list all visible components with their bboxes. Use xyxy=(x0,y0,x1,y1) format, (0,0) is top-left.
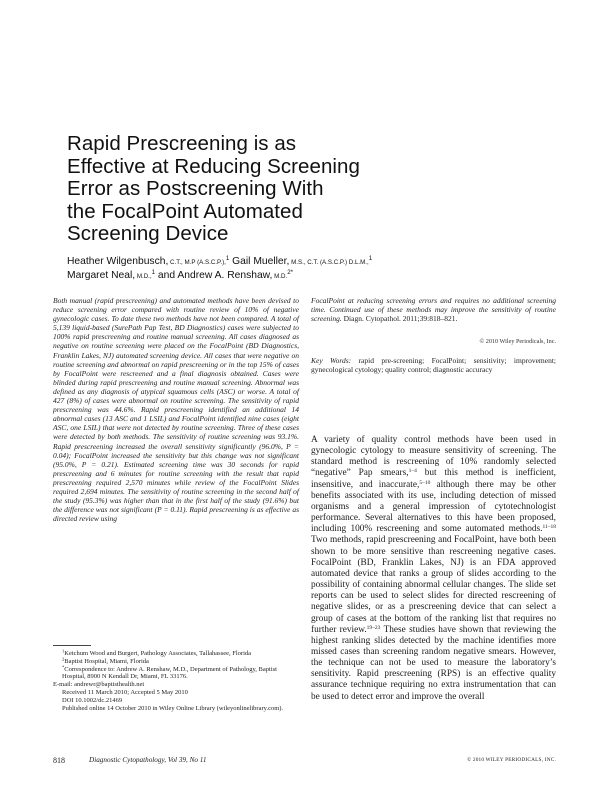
author-name: Margaret Neal, xyxy=(67,269,136,281)
footnote-email[interactable]: E-mail: andrewr@baptisthealth.net xyxy=(53,681,145,689)
abstract-continued-text: FocalPoint at reducing screening errors and requires no additional screening time. Continued use of these methods may improve the sensitivity of routine screening. xyxy=(311,296,556,324)
affiliation-marker: 1 xyxy=(151,268,156,276)
footnotes xyxy=(53,650,299,712)
reference-marker[interactable]: 11–18 xyxy=(542,524,556,531)
author-list xyxy=(67,256,547,283)
author-degree: C.T., M.P (A.S.C.P.), xyxy=(168,259,226,266)
body-segment: although there may be other benefits associated with its use, including detection of missed organisms and a general impression of cytotechnologist performance. Several alternatives to this have been proposed, including 100% rescreening and some automated methods. xyxy=(311,479,556,535)
footnote-marker: 1 xyxy=(62,648,65,654)
body-segment: Two methods, rapid prescreening and FocalPoint, have both been shown to be more sensitive than rescreening negative cases. FocalPoint (BD, Franklin Lakes, NJ) is an FDA approved automated device that ranks a group of slides according to the possibility of containing abnormal cellular changes. The slide set reports can be used to select slides for directed rescreening of negative slides, or as a prescreening device that can select a group of cases at the bottom of the ranking list that requires no further review. xyxy=(311,535,556,635)
author-name: Heather Wilgenbusch, xyxy=(67,256,169,267)
body-segment: A variety of quality control methods have been used in gynecologic cytology to measure sensitivity of screening. The standard method is rescreening of 10% randomly selected “negative” Pap smears, xyxy=(311,435,556,479)
title-line: Error as Postscreening With xyxy=(67,177,324,200)
footnote-divider xyxy=(53,645,91,646)
publisher-notice: © 2010 WILEY PERIODICALS, INC. xyxy=(467,757,556,763)
footnote-marker: * xyxy=(62,664,65,670)
author-degree: M.S., C.T. (A.S.C.P.) D.L.M., xyxy=(289,259,369,266)
footnote-affiliation-1 xyxy=(53,650,299,658)
affiliation-marker: 1 xyxy=(225,255,230,262)
keywords-label: Key Words: xyxy=(311,356,352,365)
affiliation-marker: 1 xyxy=(368,255,373,262)
footnote-text: Correspondence to: Andrew A. Renshaw, M.D., Department of Pathology, Baptist Hospital, 8900 N Kendall Dr, Miami, FL 33176. xyxy=(62,665,277,681)
footnote-published: Published online 14 October 2010 in Wiley Online Library (wileyonlinelibrary.com). xyxy=(62,704,284,712)
keywords-text: rapid pre-screening; FocalPoint; sensitivity; improvement; gynecological cytology; quality control; diagnostic accuracy xyxy=(311,356,556,375)
reference-marker[interactable]: 1–4 xyxy=(408,468,417,475)
footnote-affiliation-2 xyxy=(53,658,299,666)
title-line: Effective at Reducing Screening xyxy=(67,154,360,178)
author-degree: M.D., xyxy=(135,272,152,280)
author-name: and Andrew A. Renshaw, xyxy=(155,269,273,281)
body-segment: but this method is inefficient, insensitive, and inaccurate, xyxy=(311,468,556,490)
title-line: Rapid Prescreening is as xyxy=(67,132,297,155)
footnote-doi: DOI 10.1002/dc.21469 xyxy=(62,696,123,704)
article-title xyxy=(67,133,547,246)
abstract-continued xyxy=(311,296,556,323)
reference-marker[interactable]: 19–23 xyxy=(366,624,381,631)
footnote-text: Baptist Hospital, Miami, Florida xyxy=(64,657,149,665)
footnote-marker: 2 xyxy=(62,656,65,662)
title-line: the FocalPoint Automated xyxy=(67,199,303,223)
reference-marker[interactable]: 5–10 xyxy=(419,479,431,486)
body-text xyxy=(311,435,556,703)
citation: Diagn. Cytopathol. 2011;39:818–821. xyxy=(341,314,458,324)
page-number: 818 xyxy=(53,756,65,765)
author-line xyxy=(67,270,547,284)
abstract-copyright: © 2010 Wiley Periodicals, Inc. xyxy=(479,338,556,345)
abstract: Both manual (rapid prescreening) and automated methods have been devised to reduce screening error compared with routine review of 10% of negative gynecologic cases. To date these two methods have not been compared. A total of 5,139 liquid-based (SurePath Pap Test, BD Diagnostics) cases were subjected to 100% rapid prescreening and routine manual screening. All cases diagnosed as negative on routine screening were placed on the FocalPoint (BD Diagnostics, Franklin Lakes, NJ) automated screening device. All cases that were negative on routine screening and abnormal on rapid prescreening or in the top 15% of cases by FocalPoint were rescreened and a final diagnosis obtained. Cases were blinded during rapid prescreening and routine manual screening. Abnormal was defined as any diagnosis of atypical squamous cells (ASC) or worse. A total of 427 (8%) of cases were abnormal on routine screening. The sensitivity of rapid prescreening was 44.6%. Rapid prescreening identified an additional 14 abnormal cases (13 ASC and 1 LSIL) and FocalPoint identified nine cases (eight ASC, one LSIL) that were not detected by routine screening. Three of these cases were detected by both methods. The sensitivity of routine screening was 93.1%. Rapid prescreening increased the overall sensitivity significantly (96.0%, P = 0.04); FocalPoint increased the sensitivity but this change was not significant (95.0%, P = 0.21). Estimated screening time was 30 seconds for rapid prescreening and 6 minutes for routine screening with the result that rapid prescreening required 2,570 minutes while review of the FocalPoint Slides required 2,694 minutes. The sensitivity of routine screening in the second half of the study (95.3%) was higher than that in the first half of the study (91.6%) but the difference was not significant (P = 0.11). Rapid prescreening is as effective as directed review using xyxy=(53,296,299,524)
affiliation-marker: 2* xyxy=(287,268,294,276)
author-line xyxy=(67,256,547,270)
footnote-text: Ketchum Wood and Burgert, Pathology Associates, Tallahassee, Florida xyxy=(64,650,252,657)
body-segment: These studies have shown that reviewing the highest ranking slides detected by the machine identifies more missed cases than screening random negative smears. However, the technique can not be used to measure the laboratory’s sensitivity. Rapid prescreening (RPS) is an effective quality assurance technique requiring no extra instrumentation that can be used to detect error and improve the overall xyxy=(311,624,556,702)
page-footer xyxy=(53,756,556,766)
author-name: Gail Mueller, xyxy=(229,256,290,267)
journal-reference: Diagnostic Cytopathology, Vol 39, No 11 xyxy=(89,756,207,764)
title-line: Screening Device xyxy=(67,222,229,245)
author-degree: M.D. xyxy=(272,272,288,280)
footnote-correspondence xyxy=(53,666,299,682)
footnote-received: Received 11 March 2010; Accepted 5 May 2010 xyxy=(62,688,188,696)
keywords xyxy=(311,356,556,375)
